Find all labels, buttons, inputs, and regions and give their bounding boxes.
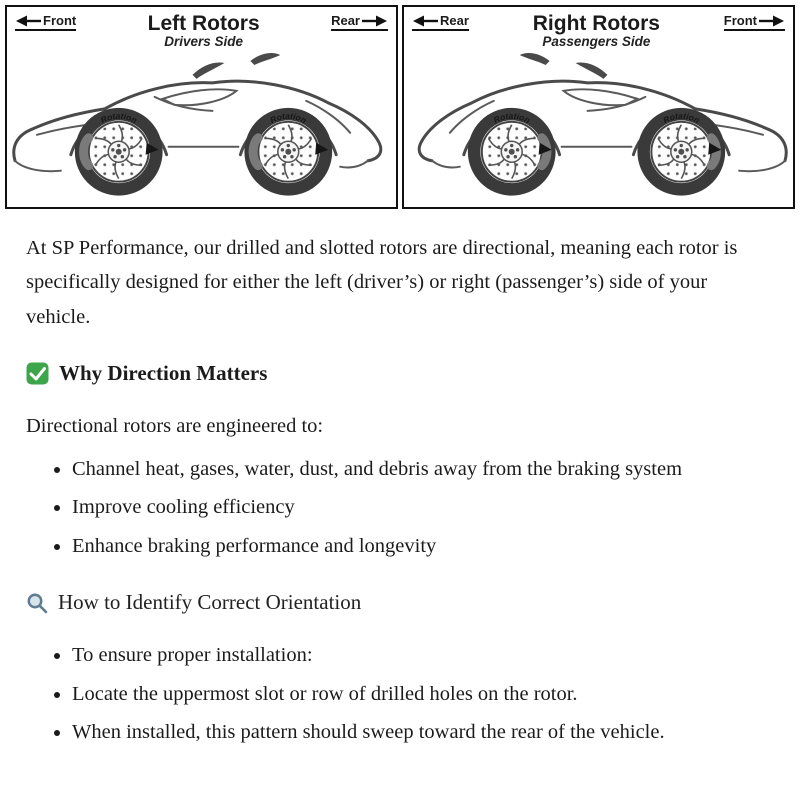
rear-label: Rear (440, 13, 469, 28)
rotation-label: Rotation (491, 110, 532, 126)
left-arrow-icon (15, 14, 41, 28)
heading-text: Why Direction Matters (59, 361, 268, 386)
rotation-label: Rotation (268, 110, 309, 126)
list-item: • Improve cooling efficiency (72, 490, 774, 524)
article-body (0, 209, 800, 770)
list-item: • When installed, this pattern should sweep toward the rear of the vehicle. (72, 715, 774, 749)
benefits-list (26, 452, 774, 563)
car-illustration-left (7, 49, 396, 207)
rotation-label: Rotation (98, 110, 139, 126)
front-label: Front (723, 13, 757, 28)
section-heading-direction-matters (26, 356, 774, 391)
left-arrow-icon (412, 14, 438, 28)
intro-paragraph: At SP Performance, our drilled and slotted rotors are directional, meaning each rotor is specifically designed for either the left (driver’s) or right (passenger’s) side of your vehicle. (26, 236, 738, 328)
front-direction-label (15, 13, 76, 31)
panel-subtitle: Drivers Side (164, 34, 244, 50)
front-direction-label (724, 13, 785, 31)
right-rotors-panel (402, 5, 795, 209)
rotor-direction-diagram (5, 5, 795, 209)
left-rotors-panel (5, 5, 398, 209)
front-label: Front (43, 13, 77, 28)
check-icon (26, 362, 49, 385)
rotation-label: Rotation (661, 110, 702, 126)
orientation-steps-list (26, 638, 774, 749)
lead-text: Directional rotors are engineered to: (26, 415, 324, 438)
panel-subtitle: Passengers Side (542, 34, 651, 50)
list-item: • Locate the uppermost slot or row of drilled holes on the rotor. (72, 677, 774, 711)
rear-direction-label (412, 13, 469, 31)
list-item: • Enhance braking performance and longevity (72, 529, 774, 563)
rear-direction-label (331, 13, 388, 31)
list-item: • Channel heat, gases, water, dust, and debris away from the braking system (72, 452, 774, 486)
rear-label: Rear (331, 13, 360, 28)
right-arrow-icon (362, 14, 388, 28)
list-item: • To ensure proper installation: (72, 638, 774, 672)
panel-title: Right Rotors (532, 12, 660, 35)
heading-text: How to Identify Correct Orientation (58, 590, 362, 615)
magnifier-icon (26, 592, 48, 614)
panel-title: Left Rotors (147, 12, 260, 35)
car-illustration-right (404, 49, 793, 207)
right-arrow-icon (759, 14, 785, 28)
section-heading-identify-orientation (26, 585, 774, 620)
